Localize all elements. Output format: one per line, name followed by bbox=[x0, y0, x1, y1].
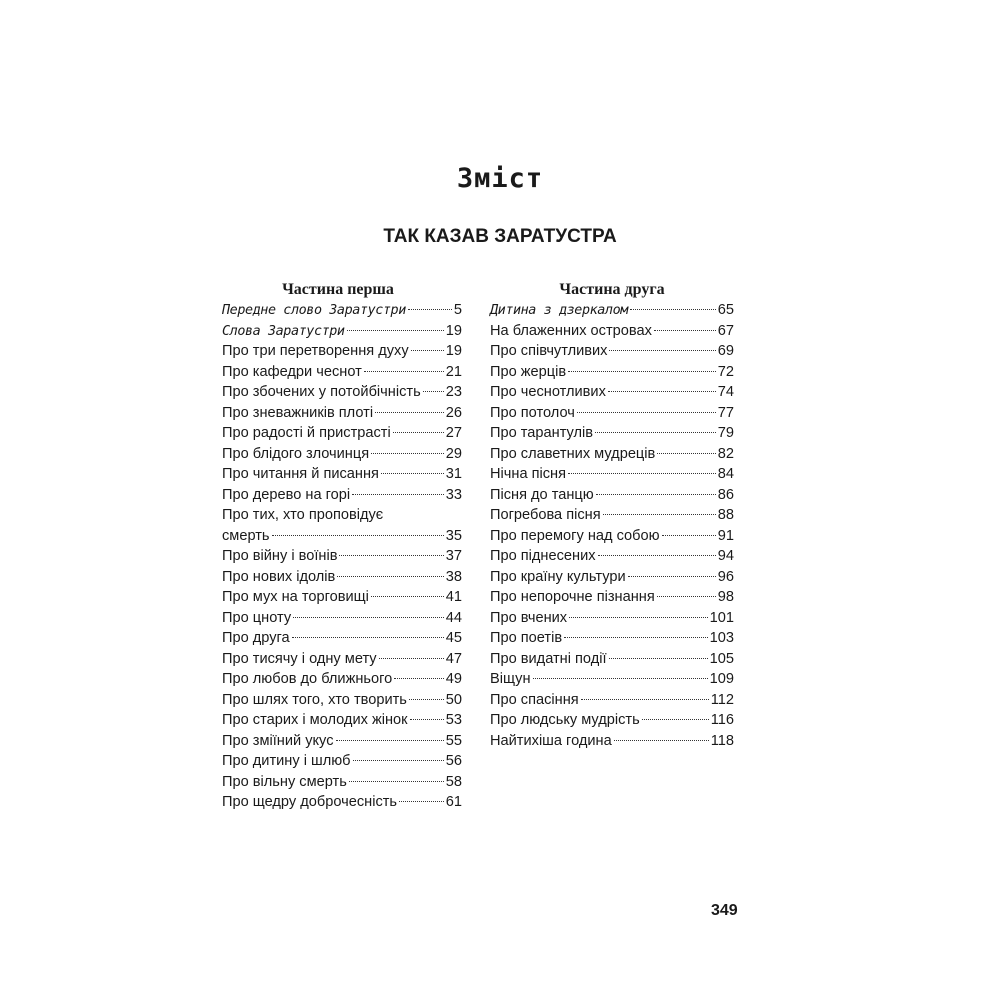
toc-entry bbox=[490, 731, 734, 752]
dot-leader bbox=[339, 555, 443, 556]
dot-leader bbox=[337, 576, 443, 577]
toc-entry-title: Про вчених bbox=[490, 609, 568, 626]
dot-leader bbox=[375, 412, 444, 413]
dot-leader bbox=[614, 740, 709, 741]
toc-entry-title: Про зміїний укус bbox=[222, 732, 334, 749]
toc-entry-title: Про спасіння bbox=[490, 691, 579, 708]
toc-entry-title: Про поетів bbox=[490, 630, 563, 646]
dot-leader bbox=[364, 371, 444, 372]
toc-entry-title: Про піднесених bbox=[490, 548, 596, 564]
toc-entry-title: Про старих і молодих жінок bbox=[222, 712, 408, 728]
toc-entry-title: Про цноту bbox=[222, 609, 292, 626]
toc-entry-title: Про тисячу і одну мету bbox=[222, 650, 377, 667]
toc-entry-title: Найтихіша година bbox=[490, 732, 612, 749]
toc-entry-page: 67 bbox=[717, 322, 734, 339]
toc-entry-title: Про тарантулів bbox=[490, 425, 594, 441]
toc-entry-page: 101 bbox=[709, 609, 734, 626]
toc-entry bbox=[222, 567, 462, 588]
toc-entry bbox=[222, 505, 462, 526]
dot-leader bbox=[577, 412, 716, 413]
dot-leader bbox=[408, 309, 452, 310]
toc-entry-title: Віщун bbox=[490, 671, 531, 687]
toc-entry bbox=[222, 321, 462, 342]
dot-leader bbox=[399, 801, 444, 802]
toc-entry bbox=[490, 608, 734, 629]
dot-leader bbox=[272, 535, 444, 536]
toc-entry bbox=[222, 546, 462, 567]
toc-entry-title: Передне слово Заратустри bbox=[222, 303, 406, 318]
toc-entry bbox=[222, 526, 462, 547]
toc-entry-page: 86 bbox=[717, 486, 734, 503]
toc-entry bbox=[490, 649, 734, 670]
dot-leader bbox=[411, 350, 444, 351]
toc-entry-page: 50 bbox=[445, 691, 462, 708]
toc-entry-title: Про людську мудрість bbox=[490, 712, 640, 728]
dot-leader bbox=[381, 473, 444, 474]
toc-entry bbox=[222, 792, 462, 813]
toc-entry-page: 105 bbox=[709, 650, 734, 667]
toc-entry bbox=[490, 546, 734, 567]
toc-entry bbox=[222, 300, 462, 321]
toc-entry bbox=[490, 464, 734, 485]
dot-leader bbox=[371, 453, 444, 454]
part-one-title: Частина перша bbox=[282, 281, 394, 298]
toc-entry-title: Про чеснотливих bbox=[490, 384, 606, 400]
toc-entry-page: 47 bbox=[445, 650, 462, 667]
toc-entry-page: 33 bbox=[445, 486, 462, 503]
toc-entry-page: 91 bbox=[717, 527, 734, 544]
toc-entry-title: Про співчутливих bbox=[490, 343, 608, 359]
toc-entry bbox=[490, 485, 734, 506]
toc-entry bbox=[222, 608, 462, 629]
dot-leader bbox=[598, 555, 716, 556]
toc-entry-page: 65 bbox=[717, 302, 734, 318]
toc-entry-page: 27 bbox=[445, 425, 462, 441]
dot-leader bbox=[603, 514, 716, 515]
toc-entry-title: Нічна пісня bbox=[490, 466, 567, 482]
toc-entry-page: 38 bbox=[445, 568, 462, 585]
toc-entry bbox=[490, 300, 734, 321]
toc-entry-page: 58 bbox=[445, 773, 462, 790]
dot-leader bbox=[568, 371, 716, 372]
dot-leader bbox=[654, 330, 716, 331]
dot-leader bbox=[642, 719, 709, 720]
dot-leader bbox=[371, 596, 444, 597]
dot-leader bbox=[564, 637, 708, 638]
toc-entry-title: Про радості й пристрасті bbox=[222, 425, 391, 441]
dot-leader bbox=[349, 781, 444, 782]
toc-entry-page: 21 bbox=[445, 363, 462, 380]
toc-entry-page: 84 bbox=[717, 466, 734, 482]
part-one-column bbox=[222, 280, 462, 813]
toc-entry-page: 31 bbox=[445, 466, 462, 482]
toc-entry-page: 26 bbox=[445, 404, 462, 421]
part-one-entries bbox=[222, 300, 462, 813]
toc-entry-title: Про любов до ближнього bbox=[222, 671, 393, 687]
part-two-entries bbox=[490, 300, 734, 751]
toc-entry-page: 82 bbox=[717, 445, 734, 462]
toc-entry-title: Про дерево на горі bbox=[222, 486, 351, 503]
part-two-title: Частина друга bbox=[559, 281, 665, 298]
dot-leader bbox=[595, 432, 716, 433]
toc-entry-page: 45 bbox=[445, 630, 462, 646]
toc-entry bbox=[490, 587, 734, 608]
toc-entry bbox=[222, 731, 462, 752]
dot-leader bbox=[657, 453, 715, 454]
toc-entry-title: Про кафедри чеснот bbox=[222, 363, 362, 380]
dot-leader bbox=[581, 699, 709, 700]
dot-leader bbox=[608, 391, 716, 392]
toc-entry-title: Про жерців bbox=[490, 363, 567, 380]
dot-leader bbox=[569, 617, 708, 618]
toc-entry-page: 23 bbox=[445, 384, 462, 400]
toc-entry bbox=[222, 628, 462, 649]
toc-entry-title: Про щедру доброчесність bbox=[222, 794, 398, 810]
dot-leader bbox=[609, 658, 708, 659]
toc-entry-page: 88 bbox=[717, 507, 734, 523]
dot-leader bbox=[410, 719, 444, 720]
toc-entry-page: 98 bbox=[717, 589, 734, 605]
toc-entry bbox=[222, 690, 462, 711]
toc-entry-title: Про славетних мудреців bbox=[490, 445, 656, 462]
toc-entry bbox=[222, 341, 462, 362]
toc-entry-page: 53 bbox=[445, 712, 462, 728]
toc-entry bbox=[222, 423, 462, 444]
toc-entry-title: Про блідого злочинця bbox=[222, 445, 370, 462]
toc-entry bbox=[490, 505, 734, 526]
toc-entry bbox=[222, 587, 462, 608]
toc-entry-title: Про мух на торговищі bbox=[222, 589, 369, 605]
toc-entry-title: Пісня до танцю bbox=[490, 486, 594, 503]
toc-entry bbox=[490, 423, 734, 444]
toc-entry-page: 37 bbox=[445, 548, 462, 564]
toc-entry-page: 55 bbox=[445, 732, 462, 749]
dot-leader bbox=[423, 391, 444, 392]
toc-entry-page: 109 bbox=[709, 671, 734, 687]
dot-leader bbox=[353, 760, 444, 761]
toc-entry bbox=[490, 710, 734, 731]
dot-leader bbox=[662, 535, 716, 536]
toc-entry-page: 35 bbox=[445, 527, 462, 544]
toc-entry-title: Про вільну смерть bbox=[222, 773, 347, 790]
dot-leader bbox=[394, 678, 444, 679]
toc-entry bbox=[490, 382, 734, 403]
toc-entry-page: 96 bbox=[717, 568, 734, 585]
toc-entry bbox=[222, 403, 462, 424]
toc-entry bbox=[222, 485, 462, 506]
dot-leader bbox=[628, 576, 716, 577]
dot-leader bbox=[596, 494, 716, 495]
toc-entry-title: смерть bbox=[222, 527, 270, 544]
dot-leader bbox=[568, 473, 716, 474]
toc-entry-title: Про війну і воїнів bbox=[222, 548, 338, 564]
toc-entry-page: 74 bbox=[717, 384, 734, 400]
toc-entry-page: 118 bbox=[710, 732, 734, 749]
toc-entry-title: На блаженних островах bbox=[490, 322, 652, 339]
toc-entry-title: Дитина з дзеркалом bbox=[490, 303, 628, 318]
toc-entry-page: 19 bbox=[445, 322, 462, 339]
toc-entry-page: 103 bbox=[709, 630, 734, 646]
toc-entry bbox=[222, 444, 462, 465]
toc-entry-page: 72 bbox=[717, 363, 734, 380]
toc-entry bbox=[222, 362, 462, 383]
dot-leader bbox=[630, 309, 716, 310]
dot-leader bbox=[336, 740, 444, 741]
toc-entry bbox=[490, 690, 734, 711]
part-two-column bbox=[490, 280, 734, 751]
toc-entry-page: 44 bbox=[445, 609, 462, 626]
dot-leader bbox=[379, 658, 444, 659]
toc-entry bbox=[490, 321, 734, 342]
toc-entry-title: Про друга bbox=[222, 630, 290, 646]
dot-leader bbox=[292, 637, 444, 638]
toc-entry-title: Погребова пісня bbox=[490, 507, 601, 523]
toc-entry bbox=[490, 669, 734, 690]
toc-entry bbox=[490, 567, 734, 588]
toc-entry bbox=[490, 403, 734, 424]
dot-leader bbox=[347, 330, 444, 331]
toc-entry bbox=[490, 526, 734, 547]
toc-entry-title: Про непорочне пізнання bbox=[490, 589, 655, 605]
toc-entry-title: Про читання й писання bbox=[222, 466, 379, 482]
toc-entry-title: Про потолоч bbox=[490, 404, 575, 421]
toc-entry-title: Про дитину і шлюб bbox=[222, 753, 351, 769]
page-number: 349 bbox=[711, 902, 738, 919]
toc-entry-title: Про зневажників плоті bbox=[222, 404, 374, 421]
toc-entry-page: 77 bbox=[717, 404, 734, 421]
toc-entry-page: 19 bbox=[445, 343, 462, 359]
toc-entry bbox=[490, 362, 734, 383]
toc-entry-title: Про тих, хто проповідує bbox=[222, 507, 384, 523]
toc-entry bbox=[490, 444, 734, 465]
toc-entry bbox=[222, 382, 462, 403]
toc-entry-title: Про шлях того, хто творить bbox=[222, 691, 407, 708]
toc-entry-title: Слова Заратустри bbox=[222, 323, 345, 339]
toc-entry-title: Про перемогу над собою bbox=[490, 527, 660, 544]
toc-entry-page: 94 bbox=[717, 548, 734, 564]
toc-entry bbox=[222, 649, 462, 670]
dot-leader bbox=[533, 678, 708, 679]
toc-entry-page: 69 bbox=[717, 343, 734, 359]
dot-leader bbox=[393, 432, 444, 433]
dot-leader bbox=[293, 617, 444, 618]
book-title: ТАК КАЗАВ ЗАРАТУСТРА bbox=[383, 226, 617, 247]
toc-entry-title: Про нових ідолів bbox=[222, 568, 336, 585]
toc-entry-title: Про країну культури bbox=[490, 568, 626, 585]
toc-entry-page: 29 bbox=[445, 445, 462, 462]
toc-entry-page: 41 bbox=[445, 589, 462, 605]
toc-entry-page: 49 bbox=[445, 671, 462, 687]
toc-entry-title: Про збочених у потойбічність bbox=[222, 384, 421, 400]
toc-entry bbox=[222, 772, 462, 793]
toc-entry-page: 116 bbox=[710, 712, 734, 728]
dot-leader bbox=[657, 596, 716, 597]
toc-entry bbox=[490, 628, 734, 649]
toc-entry bbox=[222, 710, 462, 731]
dot-leader bbox=[609, 350, 715, 351]
toc-entry bbox=[490, 341, 734, 362]
dot-leader bbox=[352, 494, 444, 495]
toc-entry-page: 112 bbox=[710, 691, 734, 708]
dot-leader bbox=[409, 699, 444, 700]
toc-entry-page: 5 bbox=[453, 302, 462, 318]
toc-entry-page: 61 bbox=[445, 794, 462, 810]
toc-entry-page: 79 bbox=[717, 425, 734, 441]
toc-entry-title: Про три перетворення духу bbox=[222, 343, 409, 359]
toc-entry-title: Про видатні події bbox=[490, 650, 607, 667]
toc-entry-page: 56 bbox=[445, 753, 462, 769]
contents-heading: Зміст bbox=[456, 163, 544, 194]
toc-entry bbox=[222, 669, 462, 690]
toc-entry bbox=[222, 464, 462, 485]
toc-entry bbox=[222, 751, 462, 772]
